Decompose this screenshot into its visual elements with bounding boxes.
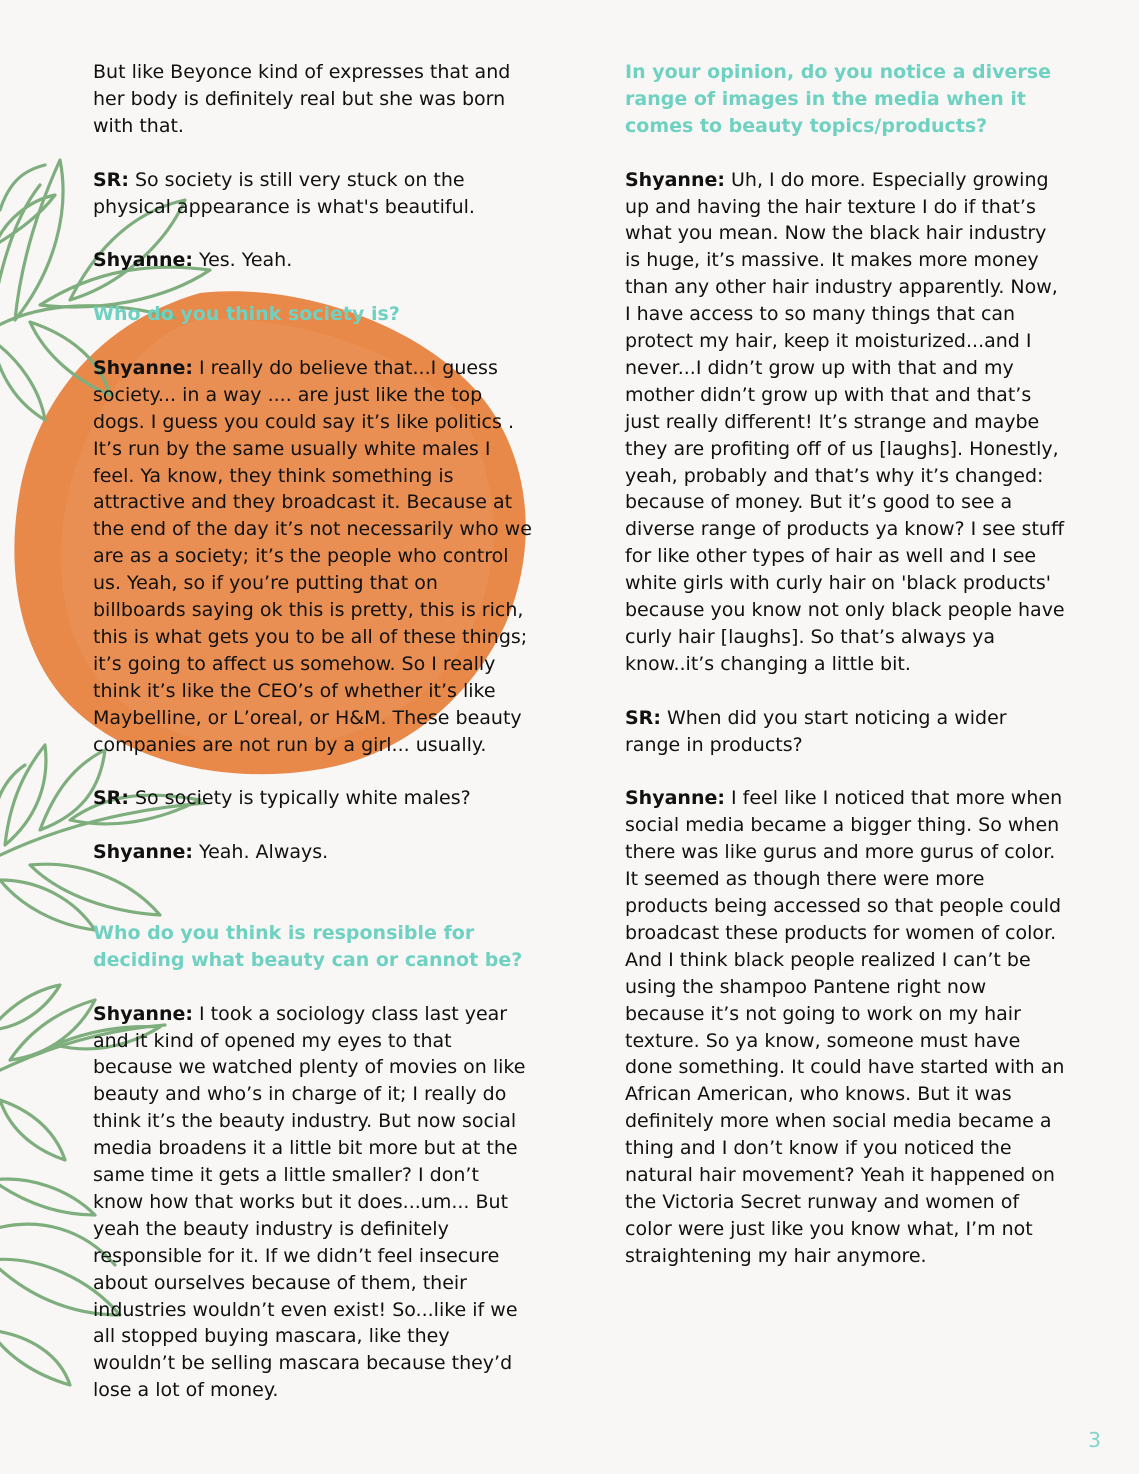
paragraph [93,355,533,759]
paragraph [93,247,533,274]
paragraph-text: So society is still very stuck on the physical appearance is what's beautiful. [93,168,475,218]
paragraph-text: I feel like I noticed that more when social media became a bigger thing. So when there was like gurus and more gurus of color. It seemed as though there were more products being accessed so that people could broadcast these products for women of color. And I think black people realized I can’t be using the shampoo Pantene right now because it’s not going to work on my hair texture. So ya know, someone must have done something. It could have started with an African American, who knows. But it was definitely more when social media became a thing and I don’t know if you noticed the natural hair movement? Yeah it happened on the Victoria Secret runway and women of color were just like you know what, I’m not straightening my hair anymore. [625,787,1065,1267]
paragraph [93,839,533,866]
interview-question: In your opinion, do you notice a diverse range of images in the media when it comes to beauty topics/products? [625,61,1051,137]
right-column [625,59,1065,1297]
page-number: 3 [1088,1428,1101,1452]
paragraph [625,167,1065,678]
paragraph-text: I took a sociology class last year and it kind of opened my eyes to that because we watched plenty of movies on like beauty and who’s in charge of it; I really do think it’s the beauty industry. But now social media broadens it a little bit more but at the same time it gets a little smaller? I don’t know how that works but it does...um... But yeah the beauty industry is definitely responsible for it. If we didn’t feel insecure about ourselves because of them, their industries wouldn’t even exist! So...like if we all stopped buying mascara, like they wouldn’t be selling mascara because they’d lose a lot of money. [93,1002,526,1402]
speaker-label: Shyanne: [93,841,193,864]
speaker-label: Shyanne: [625,787,725,810]
speaker-label: Shyanne: [93,249,193,272]
speaker-label: SR: [93,787,129,810]
paragraph-text: But like Beyonce kind of expresses that and her body is definitely real but she was born with that. [93,61,511,137]
paragraph [93,59,533,140]
interview-question: Who do you think society is? [93,303,400,326]
paragraph [93,785,533,812]
speaker-label: Shyanne: [93,1002,193,1025]
interview-question: Who do you think is responsible for deciding what beauty can or cannot be? [93,921,523,971]
speaker-label: SR: [625,706,661,729]
paragraph-text: When did you start noticing a wider range in products? [625,706,1007,756]
speaker-label: SR: [93,168,129,191]
paragraph [93,167,533,221]
paragraph-text: Yeah. Always. [192,841,329,864]
speaker-label: Shyanne: [93,356,193,379]
paragraph-text: Yes. Yeah. [192,249,293,272]
paragraph-text: Uh, I do more. Especially growing up and having the hair texture I do if that’s what you mean. Now the black hair industry is huge, it’s massive. It makes more money than any other hair industry apparently. Now, I have access to so many things that can protect my hair, keep it moisturized...and I never...I didn’t grow up with that and my mother didn’t grow up with that and that’s just really different! It’s strange and maybe they are profiting off of us [laughs]. Honestly, yeah, probably and that’s why it’s changed: because of money. But it’s good to see a diverse range of products ya know? I see stuff for like other types of hair as well and I see white girls with curly hair on 'black products' because you know not only black people have curly hair [laughs]. So that’s always ya know..it’s changing a little bit. [625,168,1065,675]
paragraph [625,785,1065,1269]
paragraph-text: So society is typically white males? [128,787,471,810]
paragraph-text: I really do believe that...I guess society... in a way .... are just like the top dogs. I guess you could say it’s like politics . It’s run by the same usually white males I feel. Ya know, they think something is attractive and they broadcast it. Because at the end of the day it’s not necessarily who we are as a society; it’s the people who control us. Yeah, so if you’re putting that on billboards saying ok this is pretty, this is rich, this is what gets you to be all of these things; it’s going to affect us somehow. So I really think it’s like the CEO’s of whether it’s like Maybelline, or L’oreal, or H&M. These beauty companies are not run by a girl... usually. [93,356,532,756]
speaker-label: Shyanne: [625,168,725,191]
paragraph [625,705,1065,759]
paragraph [93,1001,533,1405]
left-column [93,59,533,1431]
